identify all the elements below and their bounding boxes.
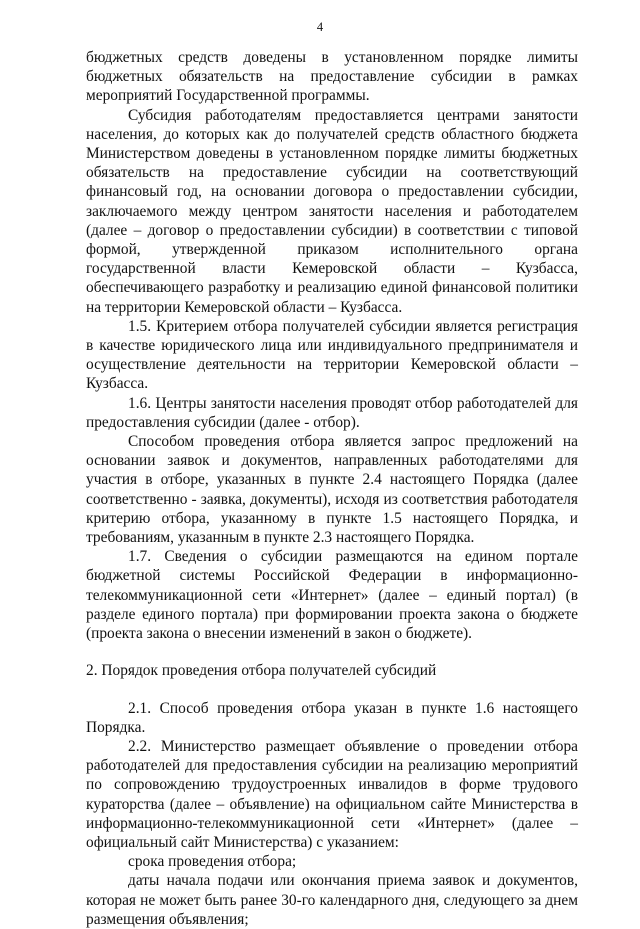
- paragraph: срока проведения отбора;: [128, 853, 297, 871]
- paragraph: Способом проведения отбора является запрос предложений на основании заявок и документов, направленных работодателями для участия в отборе, указанных в пункте 2.4 настоящего Порядка (далее соответственно - заявка, документы), исходя из соответствия работодателя критерию отбора, указанному в пункте 1.5 настоящего Порядка, и требованиям, указанным в пункте 2.3 настоящего Порядка.: [86, 433, 578, 547]
- paragraph: 2.1. Способ проведения отбора указан в пункте 1.6 настоящего Порядка.: [86, 699, 578, 736]
- paragraph: 1.7. Сведения о субсидии размещаются на едином портале бюджетной системы Российской Федерации в информационно-телекоммуникационной сети «Интернет» (далее – единый портал) (в разделе единого портала) при формировании проекта закона о бюджете (проекта закона о внесении изменений в закон о бюджете).: [86, 548, 578, 643]
- paragraph: 1.6. Центры занятости населения проводят отбор работодателей для предоставления субсидии (далее - отбор).: [86, 394, 578, 431]
- paragraph: бюджетных средств доведены в установленном порядке лимиты бюджетных обязательств на предоставление субсидии в рамках мероприятий Государственной программы.: [86, 49, 578, 105]
- paragraph: 1.5. Критерием отбора получателей субсидии является регистрация в качестве юридического лица или индивидуального предпринимателя и осуществление деятельности на территории Кемеровской области – Кузбасса.: [86, 317, 578, 393]
- paragraph: 2.2. Министерство размещает объявление о проведении отбора работодателей для предоставления субсидии на реализацию мероприятий по сопровождению трудоустроенных инвалидов в форме трудового кураторства (далее – объявление) на официальном сайте Министерства в информационно-телекоммуникационной сети «Интернет» (далее – официальный сайт Министерства) с указанием:: [86, 737, 578, 851]
- paragraph: Субсидия работодателям предоставляется центрами занятости населения, до которых как до получателей средств областного бюджета Министерством доведены в установленном порядке лимиты бюджетных обязательств на предоставление субсидии на соответствующий финансовый год, на основании договора о предоставлении субсидии, заключаемого между центром занятости населения и работодателем (далее – договор о предоставлении субсидии) в соответствии с типовой формой, утвержденной приказом исполнительного органа государственной власти Кемеровской области – Кузбасса, обеспечивающего разработку и реализацию единой финансовой политики на территории Кемеровской области – Кузбасса.: [86, 106, 578, 316]
- paragraphs-after-heading: [86, 699, 578, 929]
- paragraphs-before-heading: [86, 48, 578, 643]
- section-heading: 2. Порядок проведения отбора получателей субсидий: [86, 662, 437, 680]
- page-number: 4: [316, 20, 324, 34]
- paragraph: даты начала подачи или окончания приема заявок и документов, которая не может быть ранее 30-го календарного дня, следующего за днем размещения объявления;: [86, 872, 578, 928]
- document-body: [86, 48, 578, 929]
